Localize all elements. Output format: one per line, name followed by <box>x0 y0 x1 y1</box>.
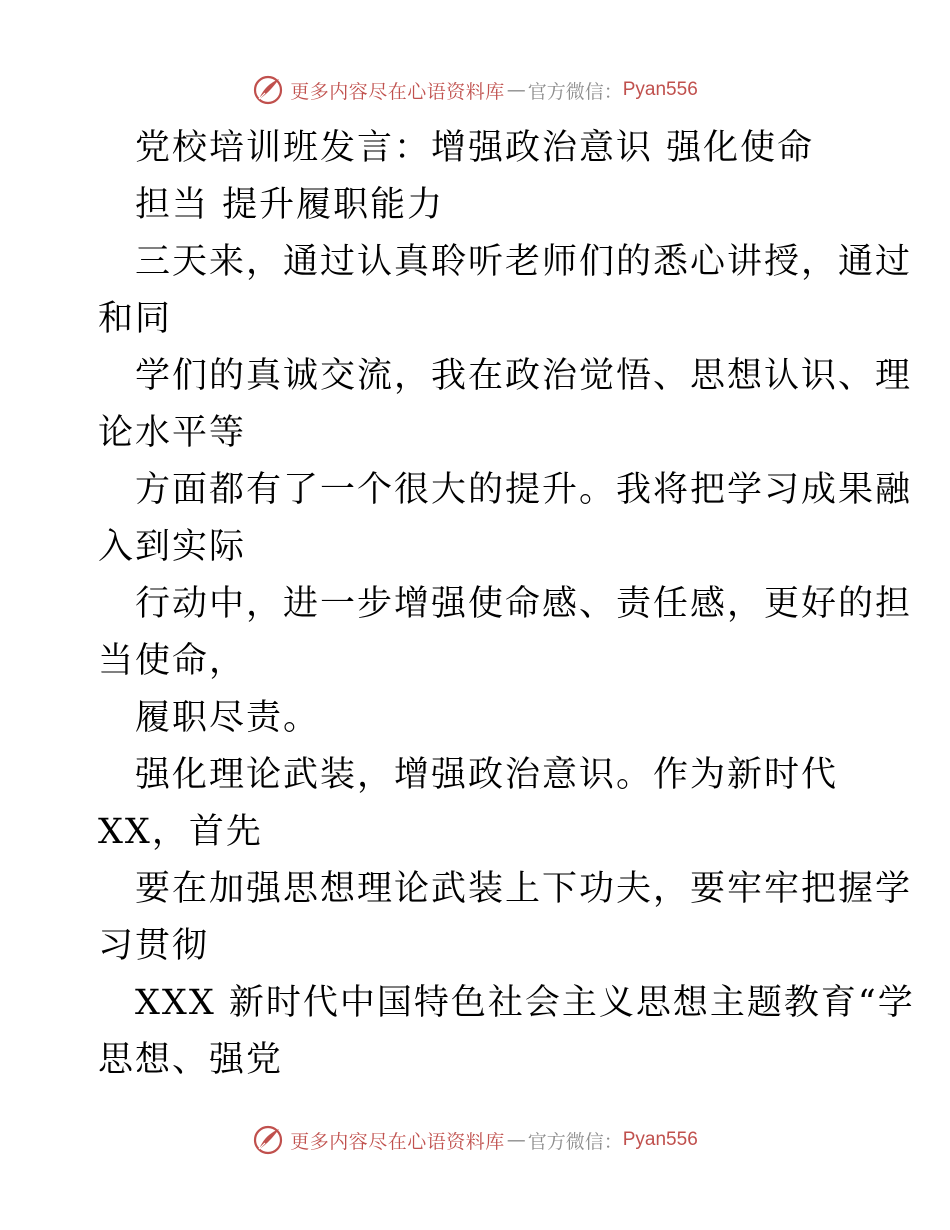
watermark-wechat-id: Pyan556 <box>622 1129 698 1150</box>
watermark-wechat-label: 官方微信： <box>527 80 623 103</box>
watermark-dash: — <box>506 79 526 101</box>
quill-pen-logo-icon <box>252 1124 284 1156</box>
text-line: 履职尽责。 <box>135 698 321 738</box>
watermark-site-text: 更多内容尽在心语资料库 <box>290 1130 505 1153</box>
watermark-wechat-label: 官方微信： <box>527 1130 623 1153</box>
text-line: 强化理论武装，增强政治意识。作为新时代 <box>135 755 839 795</box>
text-line: XXX 新时代中国特色社会主义思想主题教育“学 <box>135 983 915 1023</box>
text-line: 入到实际 <box>98 527 247 567</box>
watermark-wechat-id: Pyan556 <box>622 79 698 100</box>
text-line: 思想、强党 <box>98 1040 284 1080</box>
header-watermark <box>0 70 950 110</box>
footer-watermark <box>0 1120 950 1160</box>
text-line: 方面都有了一个很大的提升。我将把学习成果融 <box>135 470 913 510</box>
watermark-site-text: 更多内容尽在心语资料库 <box>290 80 505 103</box>
text-line: 三天来，通过认真聆听老师们的悉心讲授，通过 <box>135 242 913 282</box>
watermark-dash: — <box>506 1129 526 1151</box>
text-line: 担当 提升履职能力 <box>135 185 445 225</box>
text-line: 和同 <box>98 299 173 339</box>
text-line: 当使命， <box>98 641 247 681</box>
text-line: 行动中，进一步增强使命感、责任感，更好的担 <box>135 584 913 624</box>
text-line: 要在加强思想理论武装上下功夫，要牢牢把握学 <box>135 869 913 909</box>
text-line: 党校培训班发言：增强政治意识 强化使命 <box>135 128 815 168</box>
text-line: 习贯彻 <box>98 926 210 966</box>
text-line: XX，首先 <box>98 812 263 852</box>
watermark-inner <box>252 1124 698 1156</box>
quill-pen-logo-icon <box>252 74 284 106</box>
document-body <box>98 120 915 1089</box>
text-line: 学们的真诚交流，我在政治觉悟、思想认识、理 <box>135 356 913 396</box>
text-line: 论水平等 <box>98 413 247 453</box>
watermark-inner <box>252 74 698 106</box>
